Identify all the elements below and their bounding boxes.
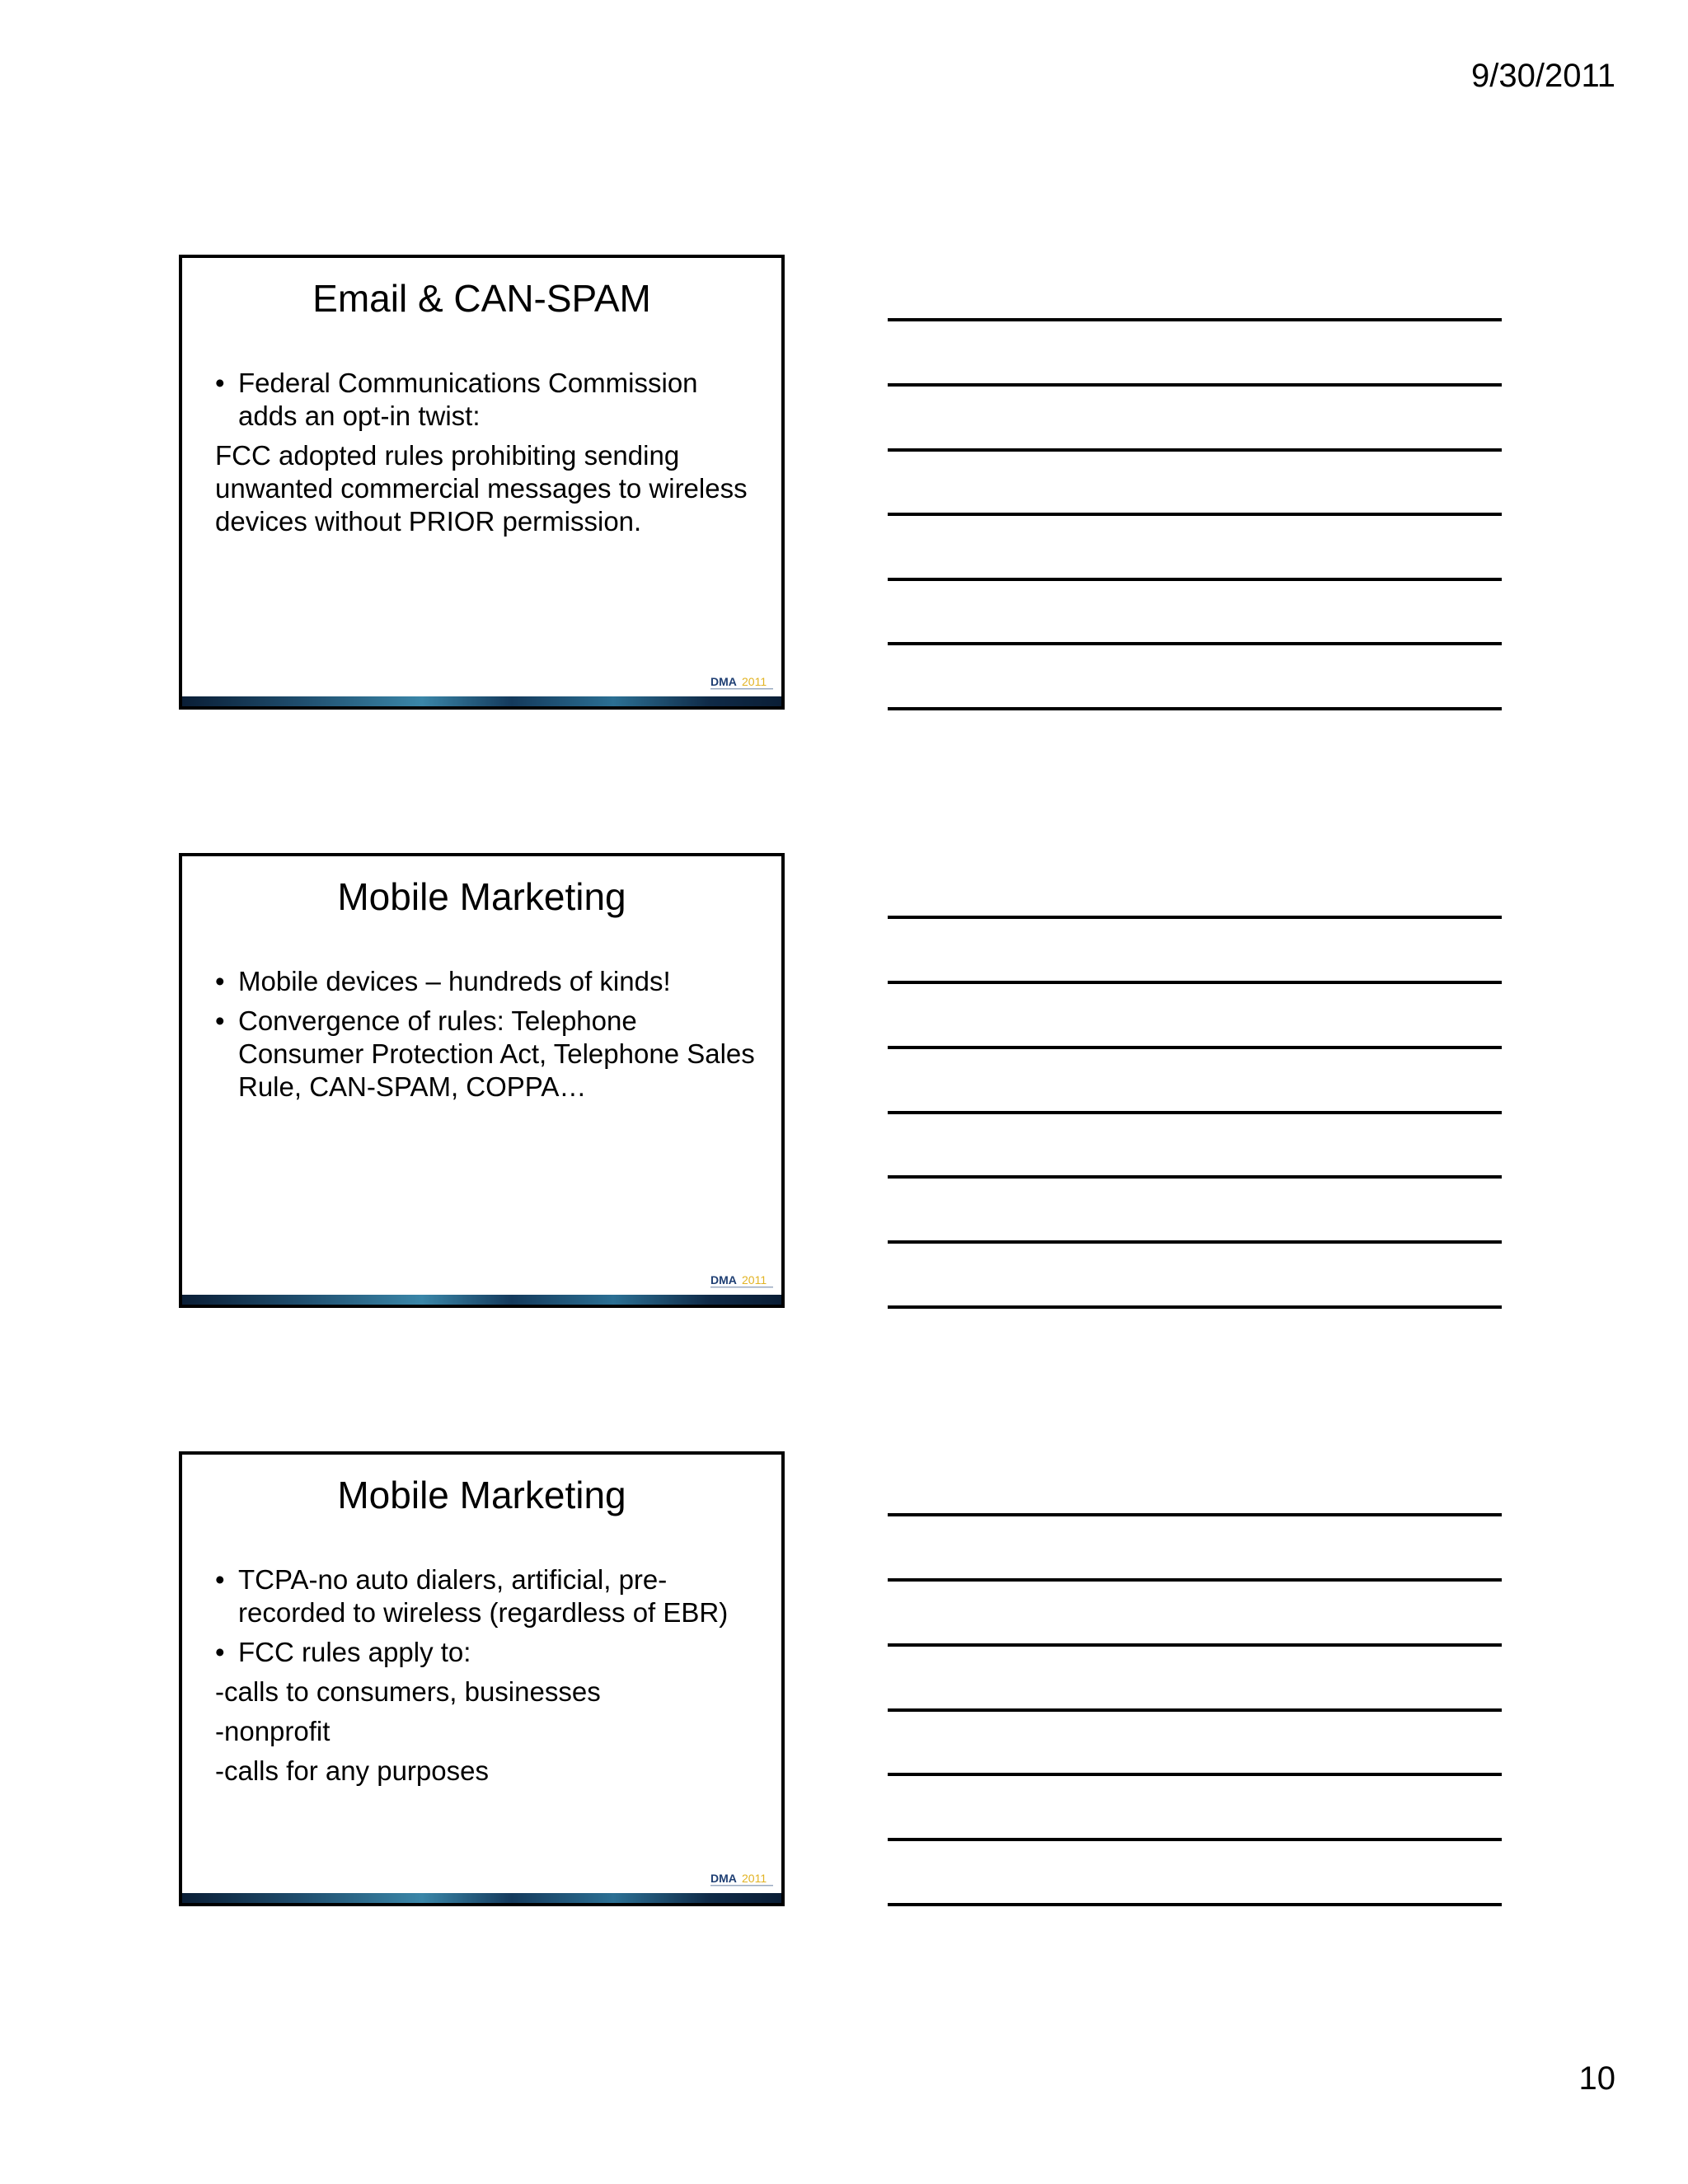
note-line xyxy=(888,1240,1502,1244)
note-line xyxy=(888,1175,1502,1179)
note-line xyxy=(888,1708,1502,1712)
svg-text:DMA: DMA xyxy=(710,1273,737,1286)
body-text: -calls for any purposes xyxy=(215,1755,489,1786)
note-line xyxy=(888,1305,1502,1309)
page-date: 9/30/2011 xyxy=(1471,58,1615,94)
slide-body xyxy=(215,1563,762,1788)
note-line xyxy=(888,1046,1502,1049)
svg-text:DMA: DMA xyxy=(710,1872,737,1885)
page-number: 10 xyxy=(1578,2060,1615,2097)
slide-1 xyxy=(179,255,785,710)
body-text: -calls to consumers, businesses xyxy=(215,1676,601,1707)
dma-2011-logo xyxy=(710,672,773,693)
note-line xyxy=(888,1578,1502,1582)
note-line xyxy=(888,642,1502,645)
dma-2011-logo xyxy=(710,1270,773,1291)
bullet-item: • FCC rules apply to: xyxy=(215,1636,762,1669)
dma-2011-logo xyxy=(710,1868,773,1890)
note-line xyxy=(888,981,1502,984)
svg-text:2011: 2011 xyxy=(742,1273,767,1286)
svg-text:2011: 2011 xyxy=(742,1872,767,1885)
note-line xyxy=(888,513,1502,516)
note-line xyxy=(888,1513,1502,1516)
note-line xyxy=(888,318,1502,321)
slide-body xyxy=(215,965,762,1110)
bullet-item: • TCPA-no auto dialers, artificial, pre-recorded to wireless (regardless of EBR) xyxy=(215,1563,762,1629)
slide-body xyxy=(215,367,762,545)
note-line xyxy=(888,1838,1502,1841)
slide-title: Mobile Marketing xyxy=(337,1474,626,1516)
slide-2 xyxy=(179,853,785,1308)
bullet-item: • Federal Communications Commission adds an opt-in twist: xyxy=(215,367,762,433)
slide-title: Mobile Marketing xyxy=(337,875,626,918)
note-line xyxy=(888,383,1502,387)
slide-3 xyxy=(179,1451,785,1906)
svg-text:2011: 2011 xyxy=(742,675,767,688)
slide-footer-bar xyxy=(182,1295,781,1305)
slide-footer-bar xyxy=(182,1893,781,1903)
note-line xyxy=(888,916,1502,919)
svg-text:DMA: DMA xyxy=(710,675,737,688)
note-line xyxy=(888,1643,1502,1647)
slide-footer-bar xyxy=(182,696,781,706)
body-text: FCC adopted rules prohibiting sending unwanted commercial messages to wireless devices without PRIOR permission. xyxy=(215,440,748,537)
bullet-item: • Mobile devices – hundreds of kinds! xyxy=(215,965,762,998)
slide-title: Email & CAN-SPAM xyxy=(312,277,651,320)
note-line xyxy=(888,1903,1502,1906)
note-line xyxy=(888,1111,1502,1114)
note-line xyxy=(888,1773,1502,1776)
note-line xyxy=(888,578,1502,581)
bullet-item: • Convergence of rules: Telephone Consumer Protection Act, Telephone Sales Rule, CAN-SPAM, COPPA… xyxy=(215,1005,762,1104)
note-line xyxy=(888,448,1502,452)
note-line xyxy=(888,707,1502,710)
body-text: -nonprofit xyxy=(215,1716,331,1746)
